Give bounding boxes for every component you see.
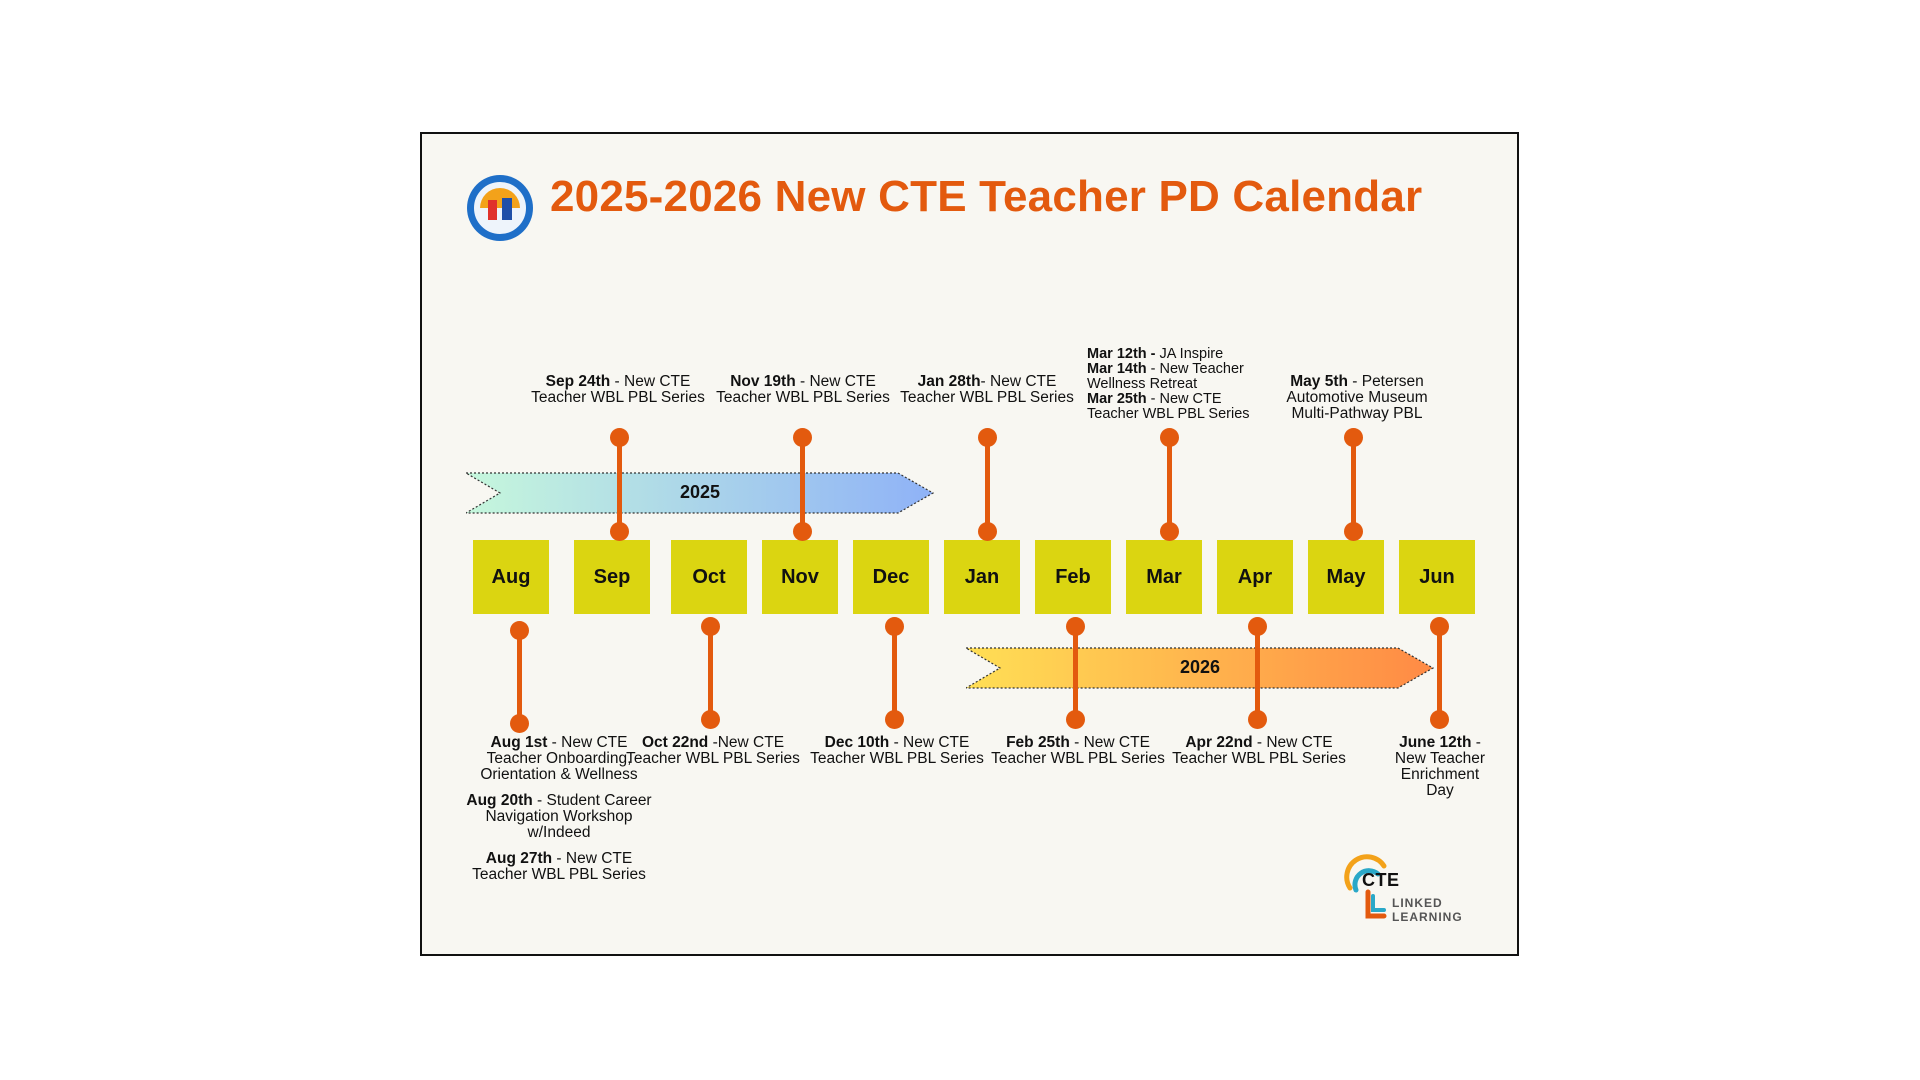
month-oct: Oct	[671, 540, 747, 614]
connector-dot	[1160, 428, 1179, 447]
connector-dot	[793, 428, 812, 447]
page-title: 2025-2026 New CTE Teacher PD Calendar	[550, 172, 1423, 221]
month-mar: Mar	[1126, 540, 1202, 614]
month-nov: Nov	[762, 540, 838, 614]
year-label-2026: 2026	[1179, 657, 1221, 677]
event-jan: Jan 28th- New CTE Teacher WBL PBL Series	[900, 373, 1074, 406]
event-sep: Sep 24th - New CTE Teacher WBL PBL Series	[531, 373, 705, 406]
event-nov: Nov 19th - New CTE Teacher WBL PBL Series	[716, 373, 890, 406]
connector-dot	[1344, 428, 1363, 447]
connector-aug	[517, 630, 522, 723]
month-sep: Sep	[574, 540, 650, 614]
connector-jun	[1437, 626, 1442, 719]
event-feb: Feb 25th - New CTE Teacher WBL PBL Series	[991, 734, 1165, 767]
connector-dot	[1430, 617, 1449, 636]
month-dec: Dec	[853, 540, 929, 614]
cte-logo-line1: LINKED	[1392, 896, 1443, 910]
event-aug-3: Aug 27th - New CTE Teacher WBL PBL Series	[472, 850, 646, 883]
event-mar	[1087, 347, 1262, 422]
connector-may	[1351, 437, 1356, 532]
connector-dot	[978, 428, 997, 447]
connector-dot	[1066, 710, 1085, 729]
month-feb: Feb	[1035, 540, 1111, 614]
connector-dot	[510, 621, 529, 640]
connector-dot	[701, 710, 720, 729]
connector-sep	[617, 437, 622, 532]
connector-dec	[892, 626, 897, 719]
month-apr: Apr	[1217, 540, 1293, 614]
year-label-2025: 2025	[679, 482, 721, 502]
connector-dot	[1066, 617, 1085, 636]
month-may: May	[1308, 540, 1384, 614]
cte-linked-learning-logo	[1344, 852, 1484, 928]
event-oct: Oct 22nd -New CTE Teacher WBL PBL Series	[626, 734, 800, 767]
connector-dot	[610, 522, 629, 541]
connector-mar	[1167, 437, 1172, 532]
connector-dot	[1160, 522, 1179, 541]
month-aug: Aug	[473, 540, 549, 614]
cte-logo-text: CTE	[1362, 870, 1400, 890]
event-aug-1: Aug 1st - New CTE Teacher Onboarding, Orientation & Wellness	[480, 734, 638, 783]
event-dec: Dec 10th - New CTE Teacher WBL PBL Series	[810, 734, 984, 767]
district-seal-logo	[466, 174, 534, 242]
connector-apr	[1255, 626, 1260, 719]
event-mar-3: Mar 25th - New CTE Teacher WBL PBL Series	[1087, 391, 1250, 422]
connector-jan	[985, 437, 990, 532]
connector-dot	[978, 522, 997, 541]
event-mar-2: Mar 14th - New Teacher Wellness Retreat	[1087, 361, 1244, 392]
connector-dot	[885, 710, 904, 729]
cte-logo-line2: LEARNING	[1392, 910, 1463, 924]
event-aug-2: Aug 20th - Student Career Navigation Workshop w/Indeed	[466, 792, 652, 841]
connector-dot	[701, 617, 720, 636]
calendar-card	[420, 132, 1519, 956]
month-jun: Jun	[1399, 540, 1475, 614]
year-band-2026	[966, 647, 1434, 689]
connector-dot	[610, 428, 629, 447]
connector-dot	[1344, 522, 1363, 541]
connector-dot	[1248, 617, 1267, 636]
connector-dot	[1248, 710, 1267, 729]
connector-dot	[793, 522, 812, 541]
year-band-2025	[466, 472, 934, 514]
connector-dot	[1430, 710, 1449, 729]
event-apr: Apr 22nd - New CTE Teacher WBL PBL Series	[1172, 734, 1346, 767]
month-jan: Jan	[944, 540, 1020, 614]
connector-nov	[800, 437, 805, 532]
event-mar-1: Mar 12th - JA Inspire	[1087, 346, 1224, 362]
connector-dot	[510, 714, 529, 733]
connector-dot	[885, 617, 904, 636]
event-may: May 5th - Petersen Automotive Museum Multi-Pathway PBL	[1286, 373, 1428, 422]
connector-oct	[708, 626, 713, 719]
event-jun: June 12th - New Teacher Enrichment Day	[1394, 734, 1486, 799]
connector-feb	[1073, 626, 1078, 719]
